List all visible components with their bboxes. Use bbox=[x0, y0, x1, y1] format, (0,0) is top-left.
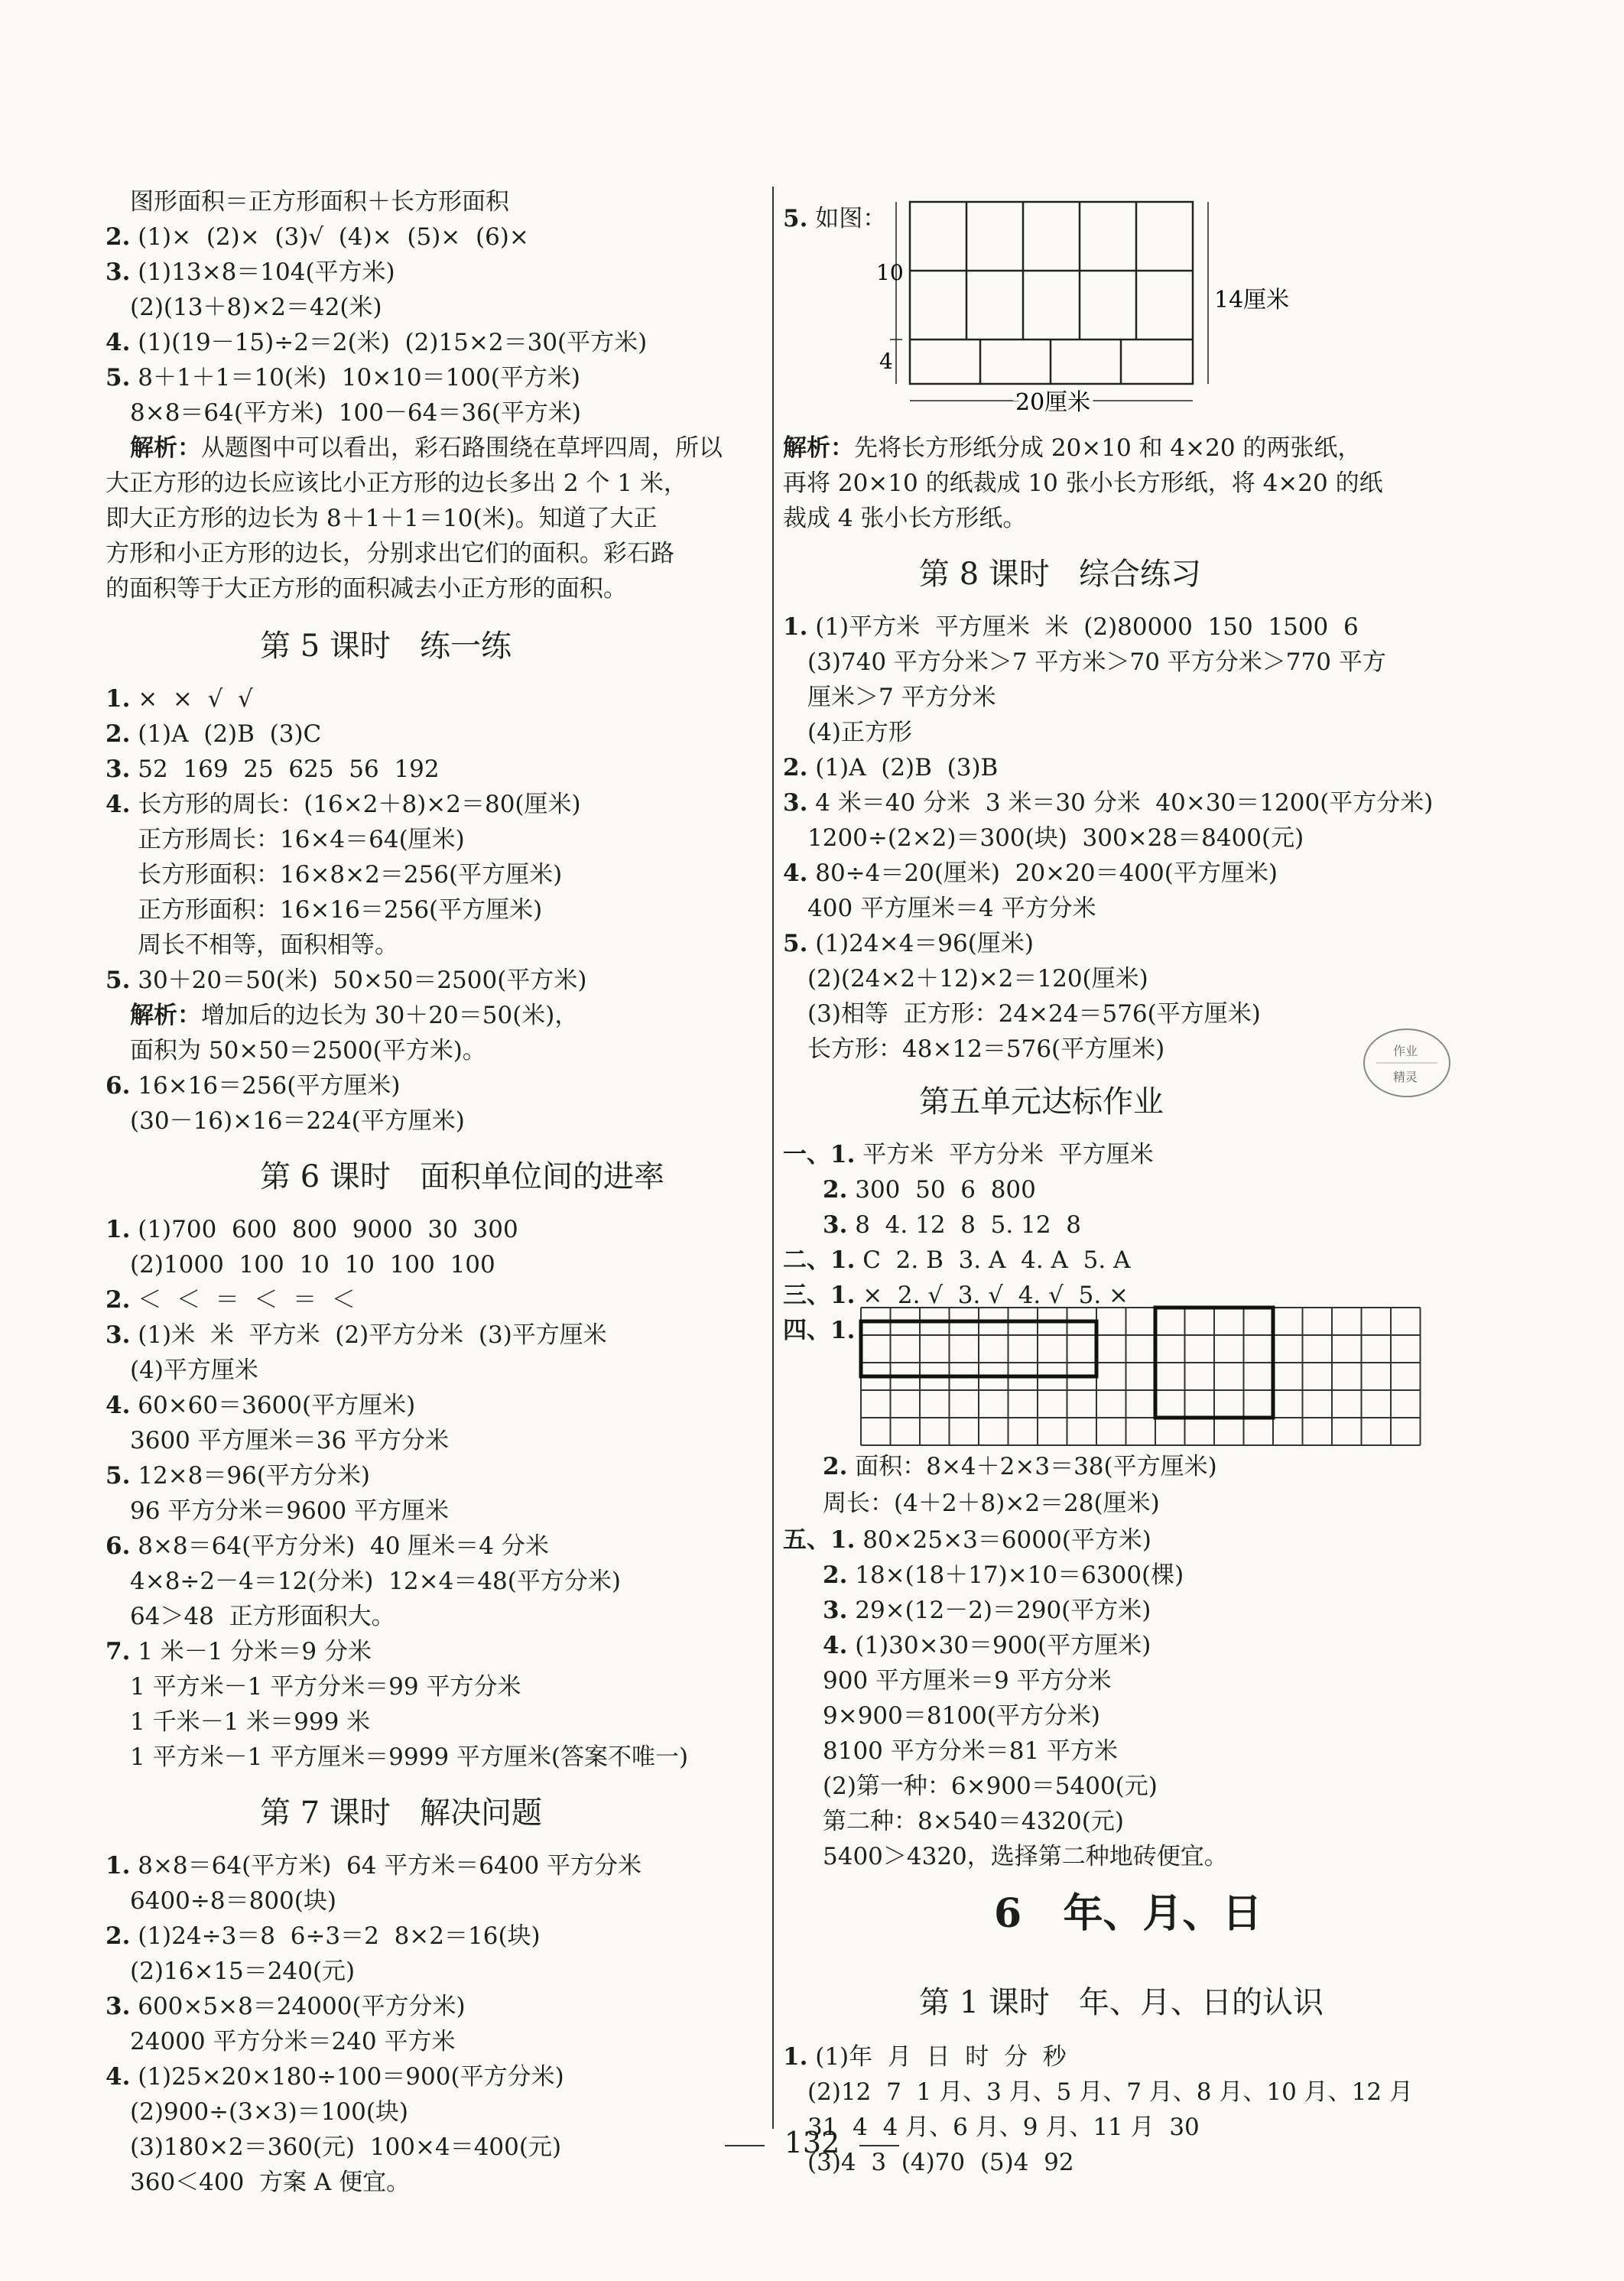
column-divider bbox=[772, 187, 774, 2129]
right-answer-line bbox=[823, 1560, 1184, 1591]
line-text: 400 平方厘米＝4 平方分米 bbox=[807, 895, 1096, 922]
left-answer-line bbox=[106, 222, 529, 252]
item-number: 4. bbox=[823, 1632, 848, 1659]
item-number: 4. bbox=[106, 791, 131, 818]
left-answer-line bbox=[130, 1601, 395, 1632]
line-text: 周长不相等，面积相等。 bbox=[138, 931, 398, 959]
left-answer-line bbox=[106, 538, 674, 569]
item-number: 3. bbox=[823, 1211, 848, 1239]
right-answer-line bbox=[807, 999, 1261, 1029]
left-answer-line bbox=[130, 1707, 370, 1737]
line-text: 正方形周长：16×4＝64(厘米) bbox=[138, 826, 465, 853]
line-text: 从题图中可以看出，彩石路围绕在草坪四周，所以 bbox=[201, 434, 723, 462]
line-text: 600×5×8＝24000(平方分米) bbox=[138, 1993, 466, 2020]
line-text: 9×900＝8100(平方分米) bbox=[823, 1702, 1100, 1730]
line-text: (1)700 600 800 9000 30 300 bbox=[138, 1216, 518, 1243]
line-text: 8＋1＋1＝10(米) 10×10＝100(平方米) bbox=[138, 364, 580, 392]
section-heading: 第五单元达标作业 bbox=[919, 1084, 1164, 1119]
analysis-label: 解析： bbox=[783, 434, 854, 462]
item-number: 1. bbox=[106, 685, 131, 713]
line-text: (1)A (2)B (3)B bbox=[815, 754, 999, 781]
item-number: 2. bbox=[106, 1286, 131, 1314]
line-text: 周长：(4＋2＋8)×2＝28(厘米) bbox=[823, 1490, 1160, 1517]
item-number: 2. bbox=[823, 1176, 848, 1204]
line-text: 方形和小正方形的边长，分别求出它们的面积。彩石路 bbox=[106, 540, 674, 567]
line-text: (1)A (2)B (3)C bbox=[138, 720, 322, 748]
line-text: (3)740 平方分米＞7 平方米＞70 平方分米＞770 平方 bbox=[807, 648, 1386, 676]
left-answer-line bbox=[106, 573, 627, 604]
page-footer bbox=[0, 2126, 1624, 2159]
paper-cut-figure bbox=[876, 200, 1290, 416]
line-text: 1200÷(2×2)＝300(块) 300×28＝8400(元) bbox=[807, 824, 1304, 852]
line-text: 52 169 25 625 56 192 bbox=[138, 755, 440, 783]
line-text: 即大正方形的边长为 8＋1＋1＝10(米)。知道了大正 bbox=[106, 505, 658, 532]
item-number: 一、1. bbox=[783, 1141, 856, 1168]
line-text: 平方米 平方分米 平方厘米 bbox=[862, 1141, 1154, 1168]
left-answer-line bbox=[138, 824, 465, 855]
item-number: 3. bbox=[106, 755, 131, 783]
line-text: 1 米－1 分米＝9 分米 bbox=[138, 1638, 372, 1665]
left-answer-line bbox=[130, 1886, 336, 1916]
right-answer-line bbox=[823, 1736, 1118, 1766]
item-number: 5. bbox=[106, 364, 131, 392]
chapter-heading bbox=[994, 1881, 1262, 1938]
left-answer-line bbox=[130, 1672, 521, 1702]
item-number: 4. bbox=[106, 1392, 131, 1419]
left-answer-line bbox=[106, 2062, 564, 2092]
line-text: 64＞48 正方形面积大。 bbox=[130, 1603, 395, 1630]
right-answer-line bbox=[783, 1280, 1129, 1311]
line-text: (2)(13＋8)×2＝42(米) bbox=[130, 294, 382, 321]
left-answer-line bbox=[106, 1991, 466, 2022]
line-text: 再将 20×10 的纸裁成 10 张小长方形纸，将 4×20 的纸 bbox=[783, 470, 1383, 497]
line-text: 第二种：8×540＝4320(元) bbox=[823, 1808, 1124, 1835]
right-answer-line bbox=[807, 893, 1096, 924]
line-text: 60×60＝3600(平方厘米) bbox=[138, 1392, 416, 1419]
right-answer-line bbox=[783, 752, 998, 783]
item-number: 5. bbox=[106, 967, 131, 994]
left-answer-line bbox=[106, 468, 687, 499]
left-answer-line bbox=[138, 895, 542, 925]
stamp-top-text: 作业 bbox=[1393, 1044, 1418, 1058]
left-answer-line bbox=[106, 684, 253, 714]
line-text: (1)13×8＝104(平方米) bbox=[138, 258, 395, 286]
right-answer-line bbox=[807, 682, 996, 713]
footer-dash-left bbox=[725, 2145, 765, 2146]
line-text: (2)(24×2＋12)×2＝120(厘米) bbox=[807, 965, 1148, 993]
chapter-title: 年、月、日 bbox=[1063, 1890, 1262, 1937]
left-answer-line bbox=[138, 930, 398, 960]
left-answer-line bbox=[106, 503, 658, 534]
right-answer-line bbox=[783, 612, 1359, 642]
right-answer-line bbox=[783, 2042, 1067, 2072]
line-text: 8100 平方分米＝81 平方米 bbox=[823, 1737, 1119, 1765]
line-text: 12×8＝96(平方分米) bbox=[138, 1462, 371, 1490]
line-text: 18×(18＋17)×10＝6300(棵) bbox=[855, 1561, 1184, 1589]
line-text: 增加后的边长为 30＋20＝50(米)， bbox=[201, 1002, 579, 1029]
right-answer-line bbox=[783, 503, 1026, 534]
stamp-logo bbox=[1361, 1025, 1453, 1101]
left-answer-line bbox=[130, 2097, 408, 2127]
left-answer-line bbox=[130, 1566, 621, 1597]
line-text: 图形面积＝正方形面积＋长方形面积 bbox=[130, 188, 509, 216]
grid-figure bbox=[861, 1308, 1434, 1453]
item-number: 3. bbox=[106, 1321, 131, 1349]
left-answer-line bbox=[130, 1000, 578, 1031]
line-text: 8×8＝64(平方分米) 40 厘米＝4 分米 bbox=[138, 1532, 549, 1560]
line-text: (3)相等 正方形：24×24＝576(平方厘米) bbox=[807, 1000, 1261, 1028]
line-text: 大正方形的边长应该比小正方形的边长多出 2 个 1 米， bbox=[106, 470, 687, 497]
dim-4-label: 4 bbox=[879, 349, 893, 374]
left-answer-line bbox=[130, 1425, 449, 1456]
line-text: ＜ ＜ ＝ ＜ ＝ ＜ bbox=[138, 1286, 356, 1314]
line-text: 如图： bbox=[815, 205, 887, 232]
right-answer-line bbox=[823, 1771, 1158, 1802]
line-text: 4×8÷2－4＝12(分米) 12×4＝48(平方分米) bbox=[130, 1568, 621, 1595]
line-text: (2)900÷(3×3)＝100(块) bbox=[130, 2098, 409, 2126]
right-answer-line bbox=[783, 203, 886, 234]
left-answer-line bbox=[130, 1249, 495, 1280]
line-text: (4)正方形 bbox=[807, 719, 912, 746]
right-answer-line bbox=[823, 1175, 1036, 1205]
left-answer-line bbox=[130, 2167, 410, 2198]
right-answer-line bbox=[783, 433, 1361, 463]
right-answer-line bbox=[823, 1806, 1124, 1837]
item-number: 1. bbox=[783, 2043, 808, 2071]
item-number: 1. bbox=[106, 1216, 131, 1243]
line-text: (2)16×15＝240(元) bbox=[130, 1958, 356, 1985]
line-text: (2)1000 100 10 10 100 100 bbox=[130, 1251, 495, 1279]
right-answer-line bbox=[807, 647, 1386, 677]
section-heading: 第 5 课时 练一练 bbox=[260, 629, 512, 664]
item-number: 4. bbox=[106, 2063, 131, 2091]
line-text: 31 4 4 月、6 月、9 月、11 月 30 bbox=[807, 2114, 1200, 2141]
left-answer-line bbox=[106, 965, 586, 996]
line-text: 厘米＞7 平方分米 bbox=[807, 684, 996, 711]
line-text: 裁成 4 张小长方形纸。 bbox=[783, 505, 1027, 532]
left-answer-line bbox=[106, 719, 321, 749]
left-answer-line bbox=[130, 1742, 688, 1772]
right-answer-line bbox=[823, 1841, 1228, 1872]
line-text: 80×25×3＝6000(平方米) bbox=[862, 1526, 1151, 1554]
left-answer-line bbox=[106, 1850, 641, 1881]
line-text: 8×8＝64(平方米) 100－64＝36(平方米) bbox=[130, 399, 582, 427]
line-text: (1)平方米 平方厘米 米 (2)80000 150 1500 6 bbox=[815, 613, 1359, 641]
left-answer-line bbox=[130, 1496, 449, 1526]
line-text: C 2. B 3. A 4. A 5. A bbox=[862, 1246, 1131, 1274]
section-heading: 第 1 课时 年、月、日的认识 bbox=[919, 1985, 1324, 2020]
left-answer-line bbox=[106, 1390, 415, 1421]
line-text: 30＋20＝50(米) 50×50＝2500(平方米) bbox=[138, 967, 587, 994]
left-answer-line bbox=[130, 292, 382, 323]
left-answer-line bbox=[106, 1071, 400, 1101]
line-text: 8×8＝64(平方米) 64 平方米＝6400 平方分米 bbox=[138, 1852, 642, 1880]
line-text: 300 50 6 800 bbox=[855, 1176, 1036, 1204]
line-text: 长方形面积：16×8×2＝256(平方厘米) bbox=[138, 861, 563, 889]
item-number: 6. bbox=[106, 1072, 131, 1100]
left-answer-line bbox=[130, 433, 723, 463]
right-answer-line bbox=[783, 858, 1278, 889]
right-answer-line bbox=[823, 1665, 1112, 1696]
line-text: 的面积等于大正方形的面积减去小正方形的面积。 bbox=[106, 575, 627, 603]
right-answer-line bbox=[783, 1245, 1130, 1275]
line-text: × × √ √ bbox=[138, 685, 253, 713]
analysis-label: 解析： bbox=[130, 1002, 201, 1029]
line-text: (4)平方厘米 bbox=[130, 1357, 258, 1384]
line-text: (1)24÷3＝8 6÷3＝2 8×2＝16(块) bbox=[138, 1922, 541, 1950]
left-answer-line bbox=[106, 1636, 372, 1667]
left-answer-line bbox=[106, 1461, 370, 1491]
line-text: 24000 平方分米＝240 平方米 bbox=[130, 2028, 456, 2055]
item-number: 7. bbox=[106, 1638, 131, 1665]
right-answer-line bbox=[823, 1488, 1160, 1519]
line-text: (1)年 月 日 时 分 秒 bbox=[815, 2043, 1067, 2071]
left-answer-line bbox=[130, 1106, 465, 1136]
right-answer-line bbox=[823, 1701, 1100, 1731]
right-answer-line bbox=[783, 1315, 862, 1346]
left-answer-line bbox=[138, 859, 562, 890]
item-number: 4. bbox=[783, 859, 808, 887]
right-answer-line bbox=[783, 468, 1383, 499]
item-number: 3. bbox=[106, 1993, 131, 2020]
item-number: 2. bbox=[823, 1561, 848, 1589]
line-text: (1)× (2)× (3)√ (4)× (5)× (6)× bbox=[138, 223, 529, 251]
item-number: 3. bbox=[783, 789, 808, 817]
line-text: 3600 平方厘米＝36 平方分米 bbox=[130, 1427, 450, 1454]
item-number: 2. bbox=[106, 720, 131, 748]
item-number: 1. bbox=[106, 1852, 131, 1880]
line-text: 4 米＝40 分米 3 米＝30 分米 40×30＝1200(平方分米) bbox=[815, 789, 1434, 817]
line-text: 900 平方厘米＝9 平方分米 bbox=[823, 1667, 1112, 1695]
left-answer-line bbox=[106, 1285, 356, 1315]
line-text: 1 千米－1 米＝999 米 bbox=[130, 1708, 371, 1736]
line-text: 面积为 50×50＝2500(平方米)。 bbox=[130, 1037, 486, 1064]
line-text: (2)12 7 1 月、3 月、5 月、7 月、8 月、10 月、12 月 bbox=[807, 2078, 1413, 2106]
item-number: 2. bbox=[106, 1922, 131, 1950]
item-number: 1. bbox=[783, 613, 808, 641]
line-text: 面积：8×4＋2×3＝38(平方厘米) bbox=[855, 1453, 1217, 1480]
stamp-bottom-text: 精灵 bbox=[1393, 1070, 1418, 1084]
item-number: 五、1. bbox=[783, 1526, 856, 1554]
chapter-number: 6 bbox=[994, 1890, 1022, 1937]
left-answer-line bbox=[106, 1320, 607, 1350]
line-text: (3)180×2＝360(元) 100×4＝400(元) bbox=[130, 2133, 562, 2161]
item-number: 6. bbox=[106, 1532, 131, 1560]
item-number: 三、1. bbox=[783, 1282, 856, 1309]
left-answer-line bbox=[106, 362, 580, 393]
line-text: (1)米 米 平方米 (2)平方分米 (3)平方厘米 bbox=[138, 1321, 607, 1349]
dim-14-label: 14厘米 bbox=[1214, 287, 1290, 314]
line-text: 先将长方形纸分成 20×10 和 4×20 的两张纸， bbox=[854, 434, 1362, 462]
item-number: 3. bbox=[106, 258, 131, 286]
left-answer-line bbox=[130, 187, 509, 217]
line-text: (1)30×30＝900(平方厘米) bbox=[855, 1632, 1151, 1659]
left-answer-line bbox=[106, 1214, 518, 1245]
right-answer-line bbox=[807, 717, 912, 748]
item-number: 2. bbox=[783, 754, 808, 781]
left-answer-line bbox=[106, 1921, 541, 1951]
line-text: × 2. √ 3. √ 4. √ 5. × bbox=[862, 1282, 1129, 1309]
right-answer-line bbox=[823, 1451, 1217, 1482]
item-number: 四、1. bbox=[783, 1317, 856, 1344]
section-heading: 第 6 课时 面积单位间的进率 bbox=[260, 1159, 665, 1194]
section-heading: 第 7 课时 解决问题 bbox=[260, 1795, 543, 1831]
line-text: 长方形的周长：(16×2＋8)×2＝80(厘米) bbox=[138, 791, 581, 818]
right-answer-line bbox=[807, 2077, 1413, 2107]
line-text: 16×16＝256(平方厘米) bbox=[138, 1072, 401, 1100]
line-text: 5400＞4320，选择第二种地砖便宜。 bbox=[823, 1843, 1228, 1870]
left-answer-line bbox=[130, 398, 581, 428]
item-number: 2. bbox=[823, 1453, 848, 1480]
left-answer-line bbox=[106, 327, 647, 358]
left-answer-line bbox=[130, 1035, 486, 1066]
left-answer-line bbox=[106, 754, 440, 785]
line-text: 6400÷8＝800(块) bbox=[130, 1887, 336, 1915]
item-number: 5. bbox=[783, 930, 808, 957]
line-text: 1 平方米－1 平方分米＝99 平方分米 bbox=[130, 1673, 521, 1701]
footer-dash-right bbox=[859, 2145, 899, 2146]
section-heading: 第 8 课时 综合练习 bbox=[919, 557, 1202, 592]
left-answer-line bbox=[106, 257, 395, 288]
line-text: (1)(19－15)÷2＝2(米) (2)15×2＝30(平方米) bbox=[138, 329, 648, 356]
line-text: 96 平方分米＝9600 平方厘米 bbox=[130, 1497, 450, 1525]
line-text: (3)4 3 (4)70 (5)4 92 bbox=[807, 2149, 1074, 2176]
line-text: 29×(12－2)＝290(平方米) bbox=[855, 1597, 1151, 1624]
line-text: (1)25×20×180÷100＝900(平方分米) bbox=[138, 2063, 564, 2091]
left-answer-line bbox=[130, 1956, 355, 1987]
right-answer-line bbox=[823, 1595, 1151, 1626]
page-number: 132 bbox=[784, 2126, 840, 2159]
item-number: 5. bbox=[783, 205, 808, 232]
left-answer-line bbox=[130, 1355, 258, 1386]
right-answer-line bbox=[807, 823, 1304, 853]
right-answer-line bbox=[783, 928, 1034, 959]
dim-20-label: 20厘米 bbox=[1015, 389, 1091, 416]
dim-10-label: 10 bbox=[876, 260, 904, 285]
line-text: (30－16)×16＝224(平方厘米) bbox=[130, 1107, 465, 1135]
right-answer-line bbox=[823, 1630, 1151, 1661]
line-text: 360＜400 方案 A 便宜。 bbox=[130, 2169, 411, 2196]
right-answer-line bbox=[783, 1139, 1154, 1170]
line-text: 1 平方米－1 平方厘米＝9999 平方厘米(答案不唯一) bbox=[130, 1743, 689, 1771]
right-answer-line bbox=[807, 1034, 1164, 1064]
right-answer-line bbox=[807, 963, 1148, 994]
line-text: (1)24×4＝96(厘米) bbox=[815, 930, 1034, 957]
analysis-label: 解析： bbox=[130, 434, 201, 462]
left-answer-line bbox=[106, 789, 581, 820]
item-number: 4. bbox=[106, 329, 131, 356]
left-answer-line bbox=[106, 1531, 549, 1561]
right-answer-line bbox=[823, 1210, 1081, 1240]
item-number: 二、1. bbox=[783, 1246, 856, 1274]
item-number: 2. bbox=[106, 223, 131, 251]
line-text: 80÷4＝20(厘米) 20×20＝400(平方厘米) bbox=[815, 859, 1278, 887]
right-answer-line bbox=[783, 1525, 1151, 1555]
item-number: 5. bbox=[106, 1462, 131, 1490]
line-text: 正方形面积：16×16＝256(平方厘米) bbox=[138, 896, 543, 924]
left-answer-line bbox=[130, 2026, 456, 2057]
line-text: 长方形：48×12＝576(平方厘米) bbox=[807, 1035, 1165, 1063]
line-text: 8 4. 12 8 5. 12 8 bbox=[855, 1211, 1081, 1239]
line-text: (2)第一种：6×900＝5400(元) bbox=[823, 1772, 1158, 1800]
right-answer-line bbox=[783, 788, 1433, 818]
item-number: 3. bbox=[823, 1597, 848, 1624]
